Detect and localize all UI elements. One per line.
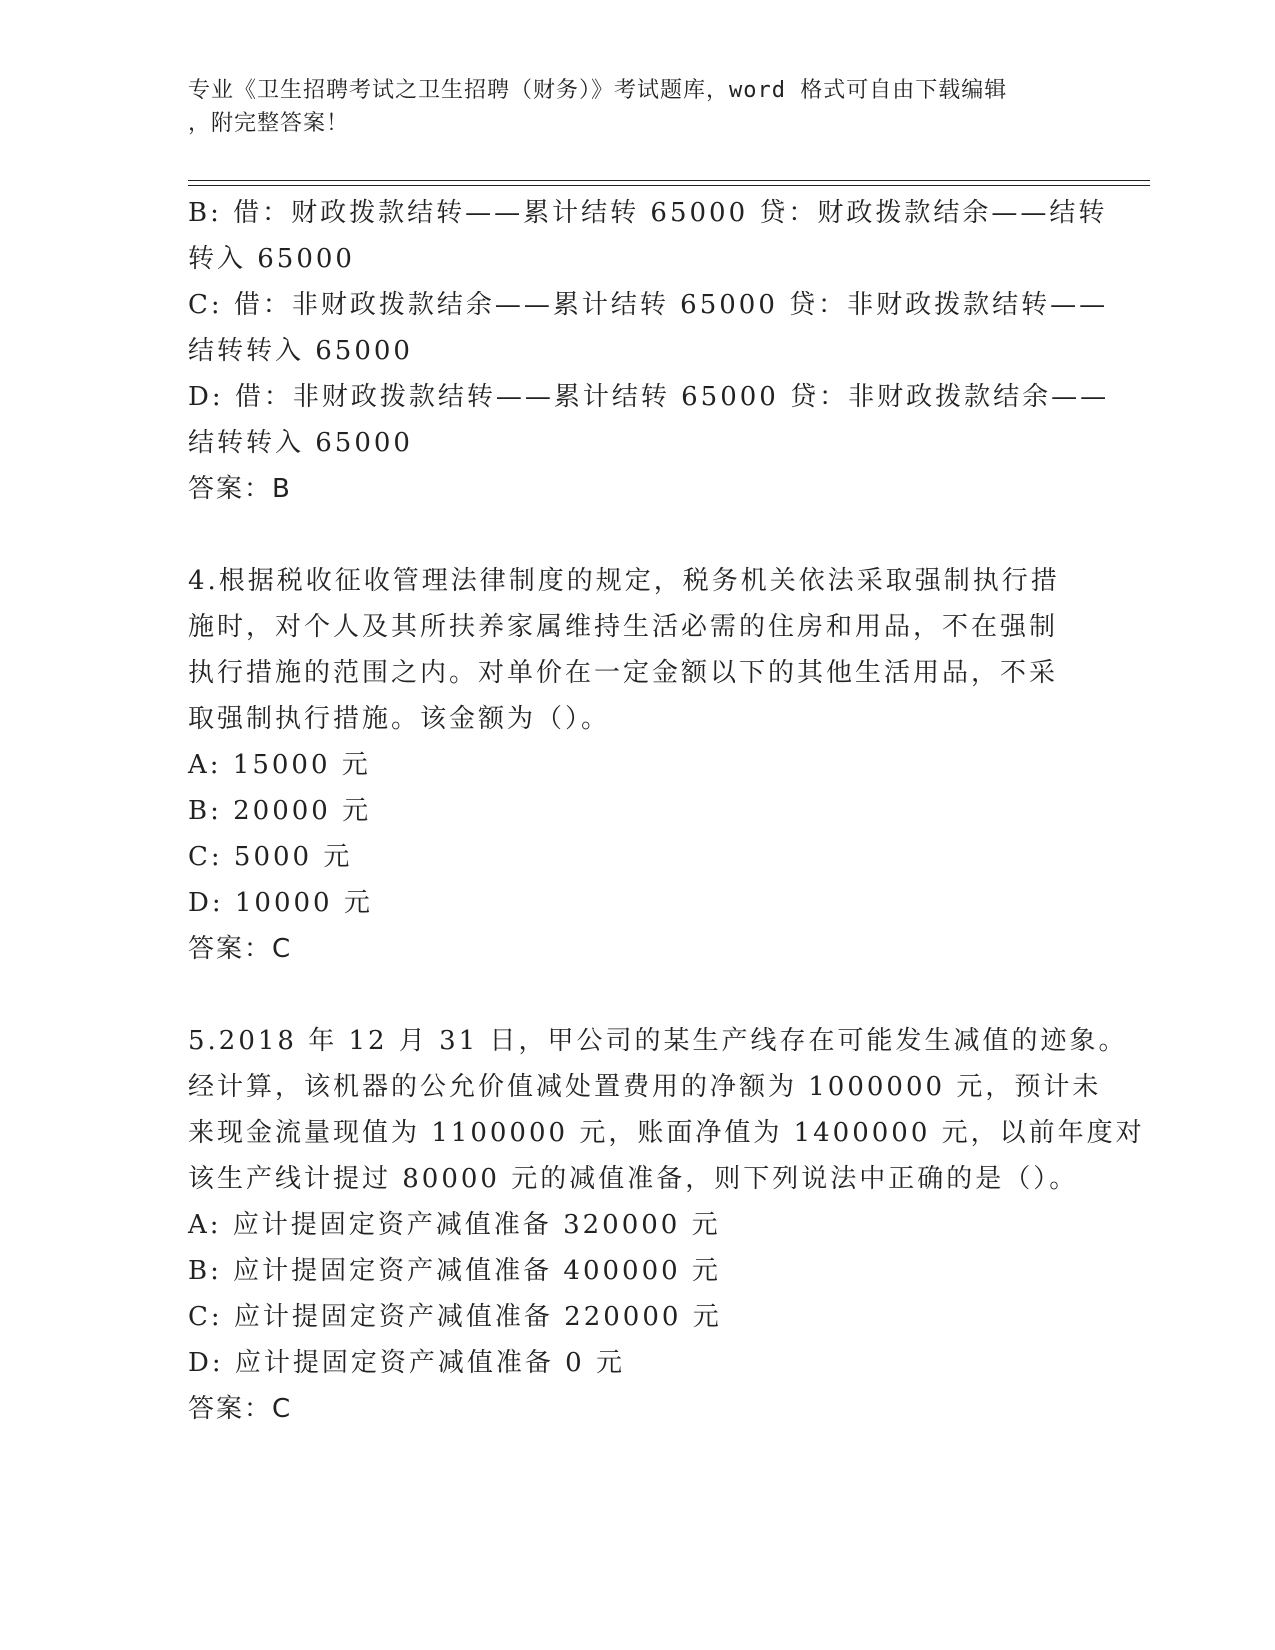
q3-option-d-line-2: 结转转入 65000 <box>188 428 413 458</box>
q5-option-c: C: 应计提固定资产减值准备 220000 元 <box>188 1302 722 1332</box>
q4-option-c: C: 5000 元 <box>188 842 353 872</box>
q5-stem-line-2: 经计算，该机器的公允价值减处置费用的净额为 1000000 元，预计未 <box>188 1072 1102 1102</box>
q4-stem-line-4: 取强制执行措施。该金额为（）。 <box>188 704 611 734</box>
spacer <box>188 512 1068 558</box>
document-header <box>188 74 1068 140</box>
q3-answer: 答案：B <box>188 474 292 504</box>
q5-answer: 答案：C <box>188 1394 293 1424</box>
q4-answer: 答案：C <box>188 934 293 964</box>
spacer <box>188 972 1068 1018</box>
question-4 <box>188 558 1068 972</box>
q4-stem-line-2: 施时，对个人及其所扶养家属维持生活必需的住房和用品，不在强制 <box>188 612 1059 642</box>
q3-option-c-line-1: C: 借：非财政拨款结余——累计结转 65000 贷：非财政拨款结转—— <box>188 290 1109 320</box>
q4-option-a: A: 15000 元 <box>188 750 371 780</box>
header-title-line-2: ，附完整答案！ <box>188 111 350 136</box>
q3-option-c-line-2: 结转转入 65000 <box>188 336 413 366</box>
document-body <box>188 190 1145 1432</box>
q4-option-b: B: 20000 元 <box>188 796 372 826</box>
q5-option-d: D: 应计提固定资产减值准备 0 元 <box>188 1348 625 1378</box>
q3-option-b-line-1: B: 借：财政拨款结转——累计结转 65000 贷：财政拨款结余——结转 <box>188 198 1108 228</box>
header-title-line-1: 专业《卫生招聘考试之卫生招聘（财务）》考试题库，word 格式可自由下载编辑 <box>188 78 1008 103</box>
header-divider-bottom <box>188 185 1150 186</box>
q5-stem-line-1: 5.2018 年 12 月 31 日，甲公司的某生产线存在可能发生减值的迹象。 <box>188 1026 1128 1056</box>
question-5 <box>188 1018 1145 1432</box>
q5-stem-line-4: 该生产线计提过 80000 元的减值准备，则下列说法中正确的是（）。 <box>188 1164 1079 1194</box>
q4-stem-line-3: 执行措施的范围之内。对单价在一定金额以下的其他生活用品，不采 <box>188 658 1059 688</box>
q3-option-b-line-2: 转入 65000 <box>188 244 355 274</box>
question-3-options <box>188 190 1110 512</box>
q5-option-a: A: 应计提固定资产减值准备 320000 元 <box>188 1210 721 1240</box>
q3-option-d-line-1: D: 借：非财政拨款结转——累计结转 65000 贷：非财政拨款结余—— <box>188 382 1110 412</box>
q4-stem-line-1: 4.根据税收征收管理法律制度的规定，税务机关依法采取强制执行措 <box>188 566 1060 596</box>
q5-option-b: B: 应计提固定资产减值准备 400000 元 <box>188 1256 721 1286</box>
header-divider-top <box>188 180 1150 181</box>
q4-option-d: D: 10000 元 <box>188 888 373 918</box>
q5-stem-line-3: 来现金流量现值为 1100000 元，账面净值为 1400000 元，以前年度对 <box>188 1118 1145 1148</box>
